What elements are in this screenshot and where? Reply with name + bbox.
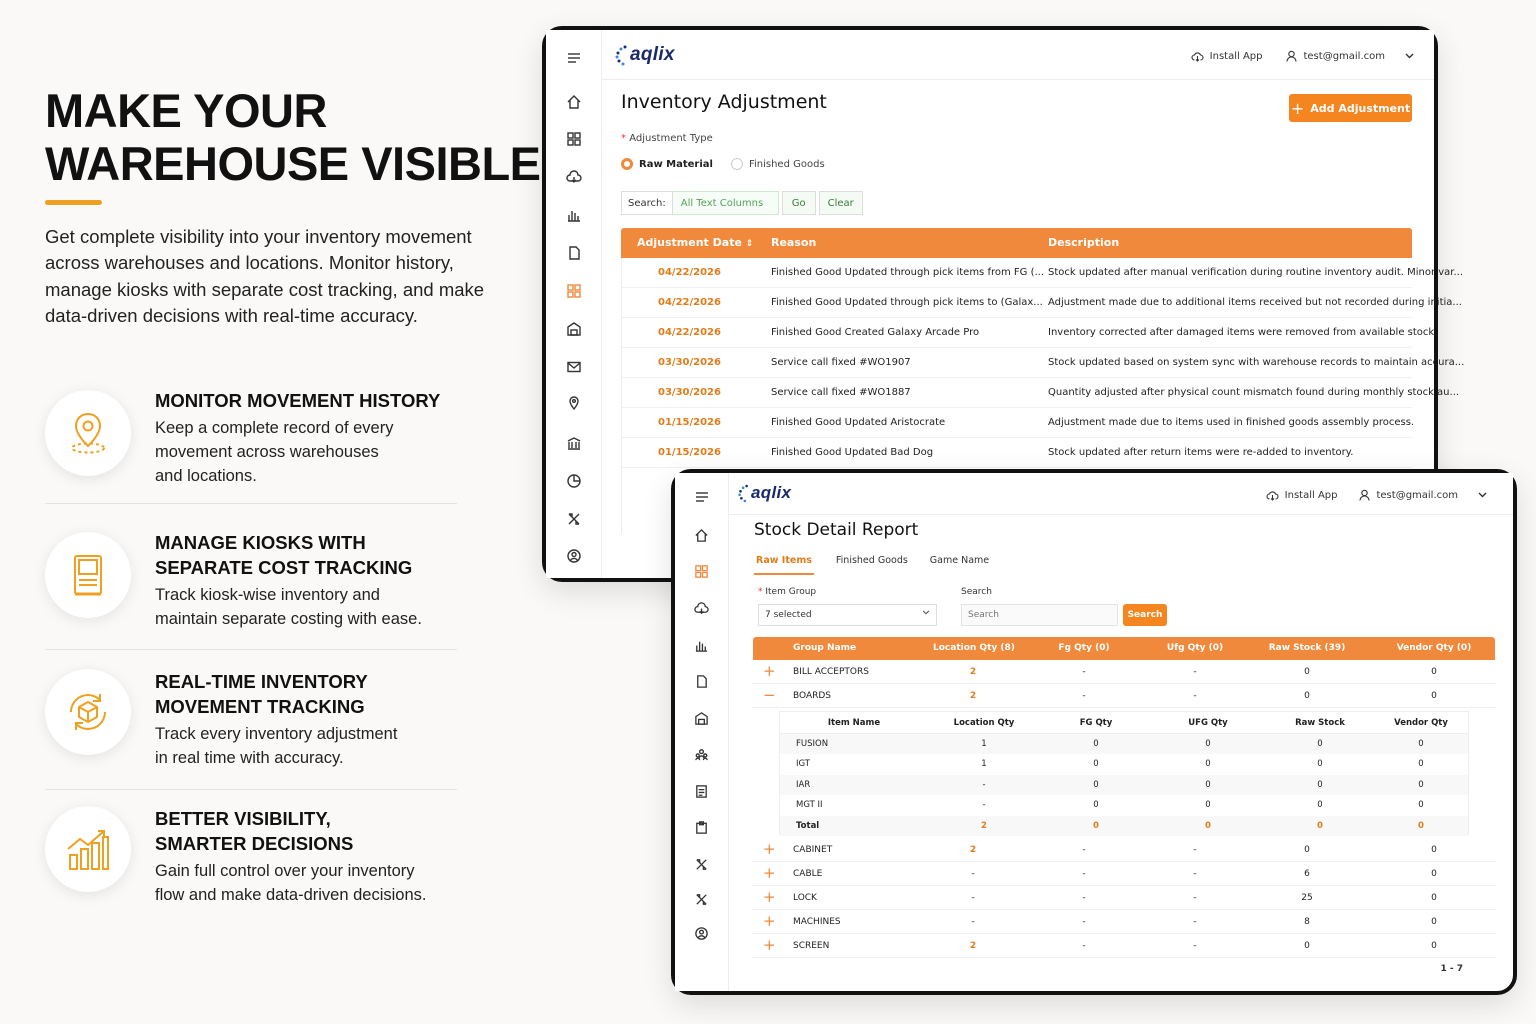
subtable-cell: IGT	[796, 759, 810, 770]
subtable-cell: IAR	[796, 779, 811, 790]
subtable-total-row[interactable]	[780, 816, 1468, 836]
feature-divider	[45, 503, 457, 504]
tools-icon[interactable]	[675, 857, 728, 872]
subtable-cell: MGT II	[796, 800, 823, 811]
group-name: CABINET	[793, 845, 833, 855]
expand-icon[interactable]: +	[763, 936, 776, 954]
radio-raw-material[interactable]	[621, 158, 633, 170]
subtable-cell: 0	[1205, 779, 1211, 790]
subtable-cell: 1	[981, 739, 987, 749]
adjustment-type-radios: Raw Material Finished Goods	[621, 158, 825, 170]
sidebar	[675, 473, 729, 991]
dashboard-icon[interactable]	[546, 131, 601, 147]
tab-game-name[interactable]: Game Name	[929, 555, 990, 566]
top-bar-actions	[1266, 489, 1487, 501]
group-row[interactable]	[753, 934, 1495, 958]
subtable-cell: 0	[1205, 759, 1211, 770]
expand-icon[interactable]: +	[763, 864, 776, 882]
boards-subtable	[779, 711, 1469, 835]
subtable-cell: 0	[1418, 779, 1424, 790]
tab-finished-goods[interactable]: Finished Goods	[835, 555, 908, 566]
collapse-icon[interactable]: −	[763, 686, 776, 704]
subtable-cell: 0	[1317, 739, 1323, 749]
group-name: SCREEN	[793, 941, 830, 951]
group-fg: -	[1082, 941, 1086, 951]
group-raw: 8	[1304, 917, 1310, 927]
table-row[interactable]	[621, 378, 1460, 408]
analytics-icon[interactable]	[675, 638, 728, 653]
col-location-qty[interactable]: Location Qty (8)	[933, 643, 1015, 653]
clear-button[interactable]: Clear	[819, 191, 863, 215]
brand-logo[interactable]: aqlix	[737, 481, 791, 505]
group-vendor: 0	[1431, 667, 1437, 677]
subtable-cell: Total	[796, 820, 820, 831]
feature-monitor-history: MONITOR MOVEMENT HISTORY Keep a complete record of every movement across warehouses and locations.	[45, 388, 457, 528]
cloud-download-icon[interactable]	[1191, 51, 1204, 62]
subtable-cell: 0	[1093, 820, 1099, 831]
chevron-down-icon	[922, 610, 930, 620]
inventory-cycle-icon	[45, 669, 131, 755]
logo-mark-icon	[737, 481, 751, 505]
tools-icon[interactable]	[675, 892, 728, 907]
sort-icon: ⇕	[745, 239, 754, 249]
group-raw: 0	[1304, 667, 1310, 677]
menu-icon[interactable]	[546, 52, 601, 64]
expand-icon[interactable]: +	[763, 888, 776, 906]
home-icon[interactable]	[546, 94, 601, 110]
subtable-cell: 0	[1093, 800, 1099, 811]
search-label: Search:	[621, 191, 673, 215]
user-icon[interactable]	[1286, 50, 1297, 62]
top-bar-actions	[1191, 50, 1414, 62]
subtable-cell: 0	[1205, 739, 1211, 749]
group-fg: -	[1082, 667, 1086, 677]
subtable-cell: 0	[1317, 759, 1323, 770]
group-name: LOCK	[793, 893, 817, 903]
adjustment-date: 03/30/2026	[658, 387, 721, 398]
adjustment-description: Stock updated after manual verification during routine inventory audit. Minor var...	[1048, 267, 1464, 278]
document-icon[interactable]	[675, 674, 728, 689]
menu-icon[interactable]	[675, 491, 728, 503]
subtable-cell: 0	[1317, 820, 1323, 831]
sidebar	[546, 30, 602, 578]
page-title: Inventory Adjustment	[621, 91, 827, 113]
group-loc: -	[971, 869, 975, 879]
top-bar	[602, 30, 1434, 80]
col-raw-stock[interactable]: Raw Stock (39)	[1268, 643, 1346, 653]
subtable-col[interactable]: Location Qty	[953, 718, 1015, 728]
search-input[interactable]	[961, 604, 1118, 626]
user-email[interactable]: test@gmail.com	[1376, 489, 1458, 501]
group-loc: -	[971, 893, 975, 903]
col-ufg-qty[interactable]: Ufg Qty (0)	[1166, 643, 1224, 653]
subtable-cell: FUSION	[796, 739, 829, 749]
adjustment-date: 01/15/2026	[658, 447, 721, 458]
search-label: Search	[961, 587, 992, 597]
group-raw: 6	[1304, 869, 1310, 879]
subtable-row[interactable]	[780, 795, 1468, 815]
group-row[interactable]	[753, 862, 1495, 886]
adjustment-date: 04/22/2026	[658, 267, 721, 278]
group-raw: 0	[1304, 845, 1310, 855]
feature-manage-kiosks: MANAGE KIOSKS WITH SEPARATE COST TRACKING Track kiosk-wise inventory and maintain separate costing with ease.	[45, 530, 457, 670]
user-icon[interactable]	[1359, 489, 1370, 501]
col-group-name[interactable]: Group Name	[793, 643, 857, 653]
group-name: MACHINES	[793, 917, 841, 927]
kiosk-icon	[45, 532, 131, 618]
subtable-row[interactable]	[780, 754, 1468, 774]
hero-heading: MAKE YOUR WAREHOUSE VISIBLE	[45, 84, 541, 190]
adjustment-reason: Finished Good Updated through pick items from FG (...	[771, 267, 1045, 278]
radio-finished-goods[interactable]	[731, 158, 743, 170]
group-vendor: 0	[1431, 691, 1437, 701]
table-row[interactable]	[621, 438, 1412, 468]
group-name: BOARDS	[793, 691, 831, 701]
group-row[interactable]	[753, 660, 1495, 684]
subtable-cell: 0	[1418, 800, 1424, 811]
group-loc: 2	[969, 845, 977, 855]
group-ufg: -	[1193, 691, 1197, 701]
subtable-cell: 1	[981, 759, 987, 770]
adjustment-description: Inventory corrected after damaged items were removed from available stock.	[1048, 327, 1438, 338]
stock-table-header	[753, 637, 1495, 660]
chevron-down-icon[interactable]	[1478, 492, 1487, 498]
bar-chart-growth-icon	[45, 806, 131, 892]
page-title: Stock Detail Report	[754, 520, 919, 540]
group-fg: -	[1082, 691, 1086, 701]
col-description[interactable]: Description	[1048, 236, 1120, 249]
cloud-icon[interactable]	[675, 601, 728, 616]
warehouse-icon[interactable]	[675, 711, 728, 726]
group-row[interactable]	[753, 886, 1495, 910]
group-ufg: -	[1193, 893, 1197, 903]
cloud-download-icon[interactable]	[1266, 490, 1279, 501]
pagination: 1 - 7	[1440, 964, 1463, 974]
expand-icon[interactable]: +	[763, 840, 776, 858]
team-icon[interactable]	[675, 747, 728, 762]
adjustment-description: Stock updated based on system sync with warehouse records to maintain accura...	[1048, 357, 1465, 368]
subtable-col[interactable]: FG Qty	[1079, 718, 1113, 728]
table-row[interactable]	[621, 288, 1462, 318]
expand-icon[interactable]: +	[763, 662, 776, 680]
group-vendor: 0	[1431, 941, 1437, 951]
subtable-row[interactable]	[780, 734, 1468, 754]
user-email[interactable]: test@gmail.com	[1303, 50, 1385, 62]
group-ufg: -	[1193, 869, 1197, 879]
adjustment-reason: Service call fixed #WO1907	[771, 357, 911, 368]
intro-text: Get complete visibility into your inventory movement across warehouses and locations. Monitor history, manage kiosks with separate cost tracking, and make data-driven decisions with real-time accuracy.	[45, 226, 485, 326]
group-vendor: 0	[1431, 893, 1437, 903]
subtable-col[interactable]: Item Name	[827, 718, 881, 728]
user-circle-icon[interactable]	[675, 926, 728, 941]
go-button[interactable]: Go	[782, 191, 816, 215]
group-vendor: 0	[1431, 917, 1437, 927]
group-fg: -	[1082, 869, 1086, 879]
col-fg-qty[interactable]: Fg Qty (0)	[1058, 643, 1110, 653]
subtable-cell: 0	[1418, 739, 1424, 749]
adjustment-description: Adjustment made due to additional items received but not recorded during initia...	[1048, 297, 1462, 308]
group-row[interactable]	[753, 684, 1495, 708]
adjustment-reason: Finished Good Created Galaxy Arcade Pro	[771, 327, 980, 338]
group-name: BILL ACCEPTORS	[793, 667, 869, 677]
search-scope-input[interactable]: All Text Columns	[673, 191, 779, 215]
adjustment-description: Adjustment made due to items used in finished goods assembly process.	[1048, 417, 1415, 428]
group-name: CABLE	[793, 869, 823, 879]
subtable-cell: 0	[1093, 779, 1099, 790]
adjustment-reason: Service call fixed #WO1887	[771, 387, 911, 398]
group-raw: 25	[1301, 893, 1313, 903]
adjustment-description: Stock updated after return items were re-added to inventory.	[1048, 447, 1354, 458]
adjustment-date: 03/30/2026	[658, 357, 721, 368]
report-tabs	[754, 555, 989, 575]
group-loc: 2	[969, 691, 977, 701]
subtable-cell: 0	[1317, 779, 1323, 790]
plus-icon: +	[1290, 98, 1305, 118]
group-raw: 0	[1304, 941, 1310, 951]
inventory-icon[interactable]	[675, 564, 728, 579]
logo-mark-icon	[614, 42, 630, 68]
subtable-cell: 0	[1205, 820, 1211, 831]
group-fg: -	[1082, 845, 1086, 855]
group-vendor: 0	[1431, 845, 1437, 855]
feature-divider	[45, 649, 457, 650]
adjustment-date: 04/22/2026	[658, 327, 721, 338]
subtable-col[interactable]: Vendor Qty	[1394, 718, 1448, 728]
subtable-cell: -	[982, 779, 986, 790]
subtable-col[interactable]: Raw Stock	[1295, 718, 1345, 728]
group-loc: 2	[969, 941, 977, 951]
group-fg: -	[1082, 893, 1086, 903]
group-loc: 2	[969, 667, 977, 677]
adjustment-reason: Finished Good Updated Aristocrate	[771, 417, 946, 428]
table-row[interactable]	[621, 348, 1465, 378]
group-row[interactable]	[753, 910, 1495, 934]
table-row[interactable]	[621, 318, 1438, 348]
search-button[interactable]: Search	[1123, 604, 1167, 626]
item-group-select[interactable]: 7 selected	[758, 604, 937, 626]
location-pin-icon	[45, 390, 131, 476]
clipboard-icon[interactable]	[675, 820, 728, 835]
adjustment-type-label: * Adjustment Type	[621, 133, 713, 144]
install-app-link[interactable]: Install App	[1209, 50, 1263, 62]
home-icon[interactable]	[675, 528, 728, 543]
expand-icon[interactable]: +	[763, 912, 776, 930]
add-adjustment-button[interactable]: + Add Adjustment	[1289, 94, 1412, 122]
subtable-cell: 0	[1205, 800, 1211, 811]
document-icon[interactable]	[546, 245, 601, 261]
table-row[interactable]	[621, 258, 1464, 288]
search-bar	[621, 191, 863, 215]
stock-detail-window	[671, 469, 1517, 995]
brand-logo[interactable]: aqlix	[614, 42, 675, 68]
location-icon[interactable]	[546, 395, 601, 411]
install-app-link[interactable]: Install App	[1284, 489, 1338, 501]
user-circle-icon[interactable]	[546, 548, 601, 564]
subtable-cell: 0	[1093, 759, 1099, 770]
top-bar	[729, 473, 1513, 515]
feature-realtime-tracking: REAL-TIME INVENTORY MOVEMENT TRACKING Track every inventory adjustment in real time with accuracy.	[45, 669, 457, 809]
list-icon[interactable]	[675, 784, 728, 799]
group-row[interactable]	[753, 838, 1495, 862]
adjustment-date: 01/15/2026	[658, 417, 721, 428]
bank-icon[interactable]	[546, 435, 601, 451]
tools-icon[interactable]	[546, 511, 601, 527]
tab-raw-items[interactable]: Raw Items	[754, 555, 814, 575]
analytics-icon[interactable]	[546, 207, 601, 223]
cloud-icon[interactable]	[546, 169, 601, 185]
subtable-header	[780, 712, 1468, 734]
feature-better-visibility: BETTER VISIBILITY, SMARTER DECISIONS Gain full control over your inventory flow and make data-driven decisions.	[45, 806, 457, 946]
group-ufg: -	[1193, 941, 1197, 951]
subtable-cell: 2	[981, 820, 987, 831]
adjustment-date: 04/22/2026	[658, 297, 721, 308]
subtable-cell: 0	[1418, 759, 1424, 770]
inventory-icon[interactable]	[546, 283, 601, 299]
subtable-row[interactable]	[780, 775, 1468, 795]
group-ufg: -	[1193, 845, 1197, 855]
warehouse-icon[interactable]	[546, 321, 601, 337]
subtable-cell: 0	[1317, 800, 1323, 811]
chevron-down-icon[interactable]	[1405, 53, 1414, 59]
table-row[interactable]	[621, 408, 1415, 438]
adjustment-reason: Finished Good Updated Bad Dog	[771, 447, 934, 458]
pie-chart-icon[interactable]	[546, 473, 601, 489]
subtable-cell: 0	[1093, 739, 1099, 749]
col-reason[interactable]: Reason	[771, 236, 817, 249]
feature-divider	[45, 789, 457, 790]
subtable-cell: -	[982, 800, 986, 811]
subtable-cell: 0	[1418, 820, 1424, 831]
group-loc: -	[971, 917, 975, 927]
adjustment-table-header	[621, 228, 1412, 258]
adjustment-reason: Finished Good Updated through pick items to (Galax...	[771, 297, 1043, 308]
mail-icon[interactable]	[546, 359, 601, 375]
heading-underline	[45, 200, 102, 205]
col-vendor-qty[interactable]: Vendor Qty (0)	[1396, 643, 1472, 653]
adjustment-description: Quantity adjusted after physical count mismatch found during monthly stock au...	[1048, 387, 1460, 398]
group-ufg: -	[1193, 917, 1197, 927]
item-group-label: * Item Group	[758, 587, 817, 597]
group-raw: 0	[1304, 691, 1310, 701]
col-adjustment-date[interactable]: Adjustment Date ⇕	[637, 236, 754, 249]
group-ufg: -	[1193, 667, 1197, 677]
group-fg: -	[1082, 917, 1086, 927]
subtable-col[interactable]: UFG Qty	[1188, 718, 1228, 728]
group-vendor: 0	[1431, 869, 1437, 879]
